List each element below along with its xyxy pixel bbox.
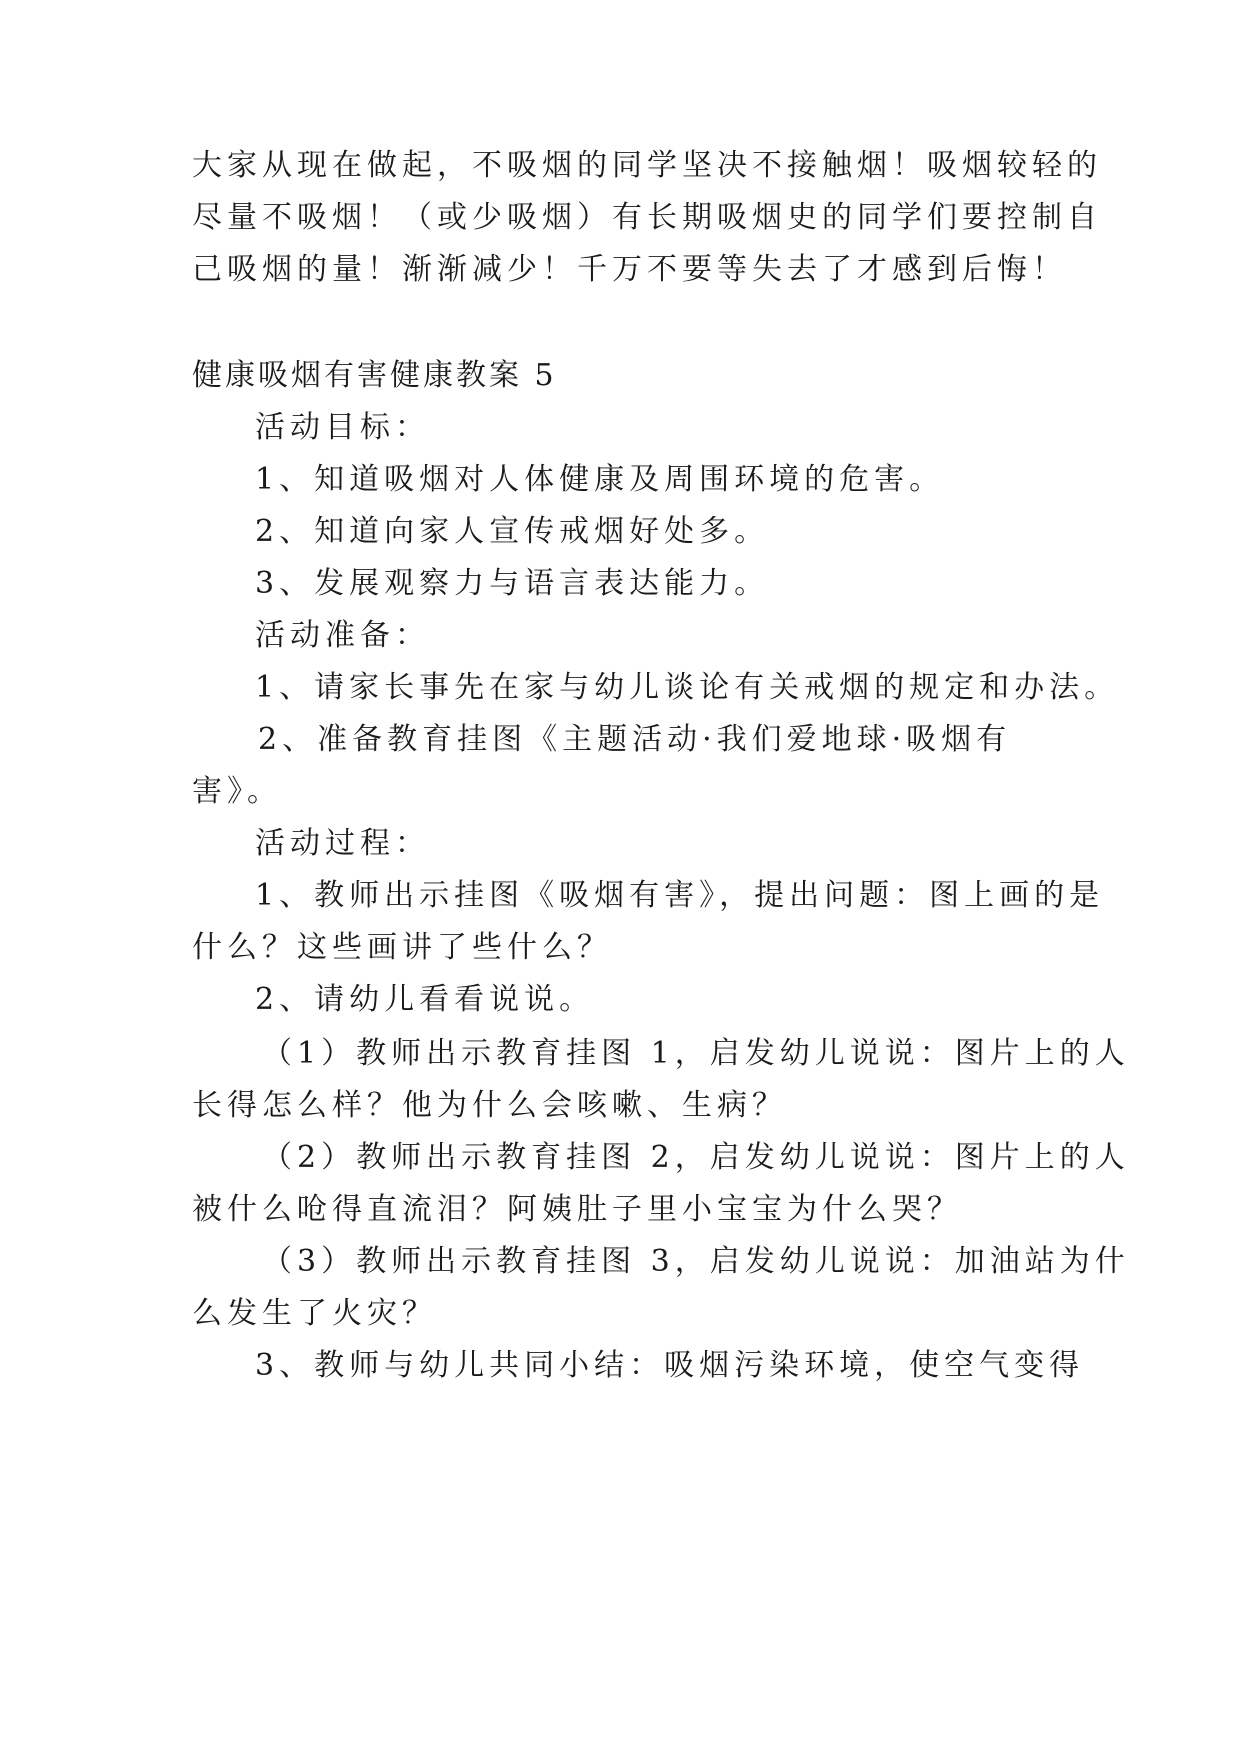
prep-item-2-line-1: 2、准备教育挂图《主题活动·我们爱地球·吸烟有 — [258, 722, 1012, 757]
substep-2-line-2: 被什么呛得直流泪？阿姨肚子里小宝宝为什么哭？ — [192, 1192, 962, 1227]
goal-item-1: 1、知道吸烟对人体健康及周围环境的危害。 — [255, 462, 945, 497]
intro-line-1: 大家从现在做起，不吸烟的同学坚决不接触烟！吸烟较轻的 — [192, 148, 1102, 183]
intro-line-3: 己吸烟的量！渐渐减少！千万不要等失去了才感到后悔！ — [192, 252, 1067, 287]
substep-1-line-2: 长得怎么样？他为什么会咳嗽、生病？ — [192, 1088, 787, 1123]
step-2: 2、请幼儿看看说说。 — [255, 982, 595, 1017]
goals-heading: 活动目标： — [255, 410, 430, 445]
step-3: 3、教师与幼儿共同小结：吸烟污染环境，使空气变得 — [255, 1348, 1085, 1383]
prep-item-2-line-2: 害》。 — [192, 774, 282, 809]
section-title: 健康吸烟有害健康教案 5 — [192, 358, 557, 393]
substep-1-line-1: （1）教师出示教育挂图 1，启发幼儿说说：图片上的人 — [262, 1036, 1130, 1071]
step-1-line-1: 1、教师出示挂图《吸烟有害》，提出问题：图上画的是 — [255, 878, 1105, 913]
process-heading: 活动过程： — [255, 826, 430, 861]
substep-3-line-2: 么发生了火灾？ — [192, 1296, 437, 1331]
prep-item-1: 1、请家长事先在家与幼儿谈论有关戒烟的规定和办法。 — [255, 670, 1120, 705]
goal-item-2: 2、知道向家人宣传戒烟好处多。 — [255, 514, 770, 549]
intro-line-2: 尽量不吸烟！（或少吸烟）有长期吸烟史的同学们要控制自 — [192, 200, 1102, 235]
step-1-line-2: 什么？这些画讲了些什么？ — [192, 930, 612, 965]
prep-heading: 活动准备： — [255, 618, 430, 653]
substep-2-line-1: （2）教师出示教育挂图 2，启发幼儿说说：图片上的人 — [262, 1140, 1130, 1175]
substep-3-line-1: （3）教师出示教育挂图 3，启发幼儿说说：加油站为什 — [262, 1244, 1130, 1279]
goal-item-3: 3、发展观察力与语言表达能力。 — [255, 566, 770, 601]
